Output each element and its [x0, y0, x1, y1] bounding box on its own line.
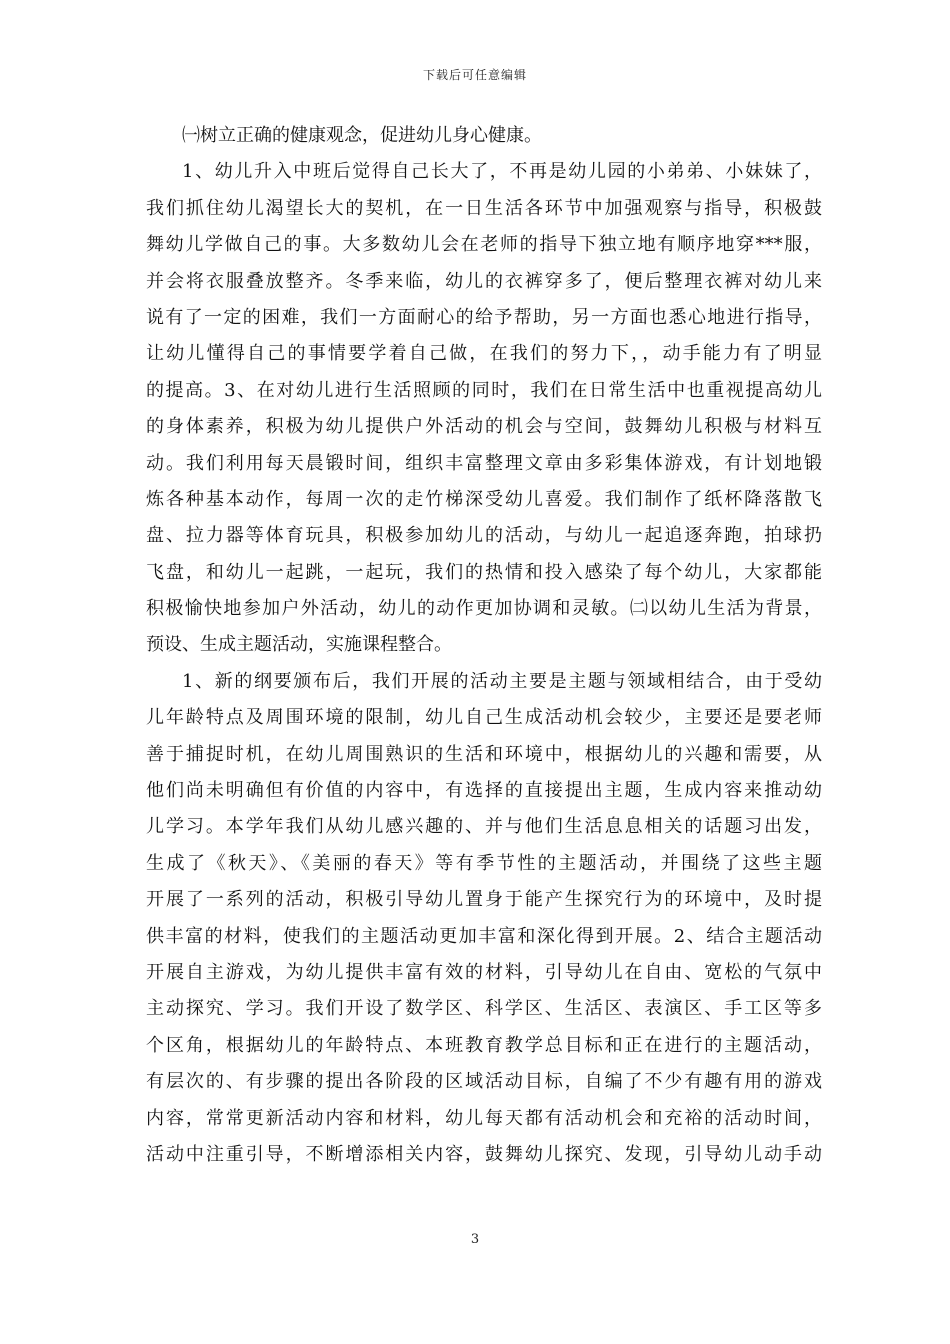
page-header: 下载后可任意编辑	[422, 68, 527, 82]
text-line: 飞盘，和幼儿一起跳，一起玩，我们的热情和投入感染了每个幼儿，大家都能	[146, 561, 822, 583]
text-line: 预设、生成主题活动，实施课程整合。	[146, 634, 452, 656]
text-line: 让幼儿懂得自己的事情要学着自己做，在我们的努力下，，动手能力有了明显	[146, 343, 822, 365]
text-line: 他们尚未明确但有价值的内容中，有选择的直接提出主题，生成内容来推动幼	[146, 780, 822, 802]
text-line: 活动中注重引导，不断增添相关内容，鼓舞幼儿探究、发现，引导幼儿动手动	[146, 1143, 822, 1165]
text-line: 个区角，根据幼儿的年龄特点、本班教育教学总目标和正在进行的主题活动，	[146, 1034, 822, 1056]
text-line: ㈠树立正确的健康观念，促进幼儿身心健康。	[182, 125, 542, 146]
text-line: 善于捕捉时机，在幼儿周围熟识的生活和环境中，根据幼儿的兴趣和需要，从	[146, 743, 822, 765]
text-line: 并会将衣服叠放整齐。冬季来临，幼儿的衣裤穿多了，便后整理衣裤对幼儿来	[146, 270, 822, 292]
text-line: 开展了一系列的活动，积极引导幼儿置身于能产生探究行为的环境中，及时提	[146, 889, 822, 911]
text-line: 开展自主游戏，为幼儿提供丰富有效的材料，引导幼儿在自由、宽松的气氛中	[146, 961, 822, 983]
text-line: 有层次的、有步骤的提出各阶段的区域活动目标，自编了不少有趣有用的游戏	[146, 1071, 822, 1093]
text-line: 儿学习。本学年我们从幼儿感兴趣的、并与他们生活息息相关的话题习出发，	[146, 816, 822, 838]
page-number: 3	[470, 1232, 480, 1247]
text-line: 生成了《秋天》、《美丽的春天》等有季节性的主题活动，并围绕了这些主题	[146, 852, 822, 874]
text-line: 说有了一定的困难，我们一方面耐心的给予帮助，另一方面也悉心地进行指导，	[146, 306, 822, 328]
text-line: 供丰富的材料，使我们的主题活动更加丰富和深化得到开展。2、结合主题活动	[146, 925, 822, 947]
text-line: 1、幼儿升入中班后觉得自己长大了，不再是幼儿园的小弟弟、小妹妹了，	[182, 161, 822, 183]
text-line: 主动探究、学习。我们开设了数学区、科学区、生活区、表演区、手工区等多	[146, 998, 822, 1020]
text-line: 内容，常常更新活动内容和材料，幼儿每天都有活动机会和充裕的活动时间，	[146, 1107, 822, 1129]
text-line: 的提高。3、在对幼儿进行生活照顾的同时，我们在日常生活中也重视提高幼儿	[146, 379, 822, 401]
text-line: 儿年龄特点及周围环境的限制，幼儿自己生成活动机会较少，主要还是要老师	[146, 707, 822, 729]
text-line: 动。我们利用每天晨锻时间，组织丰富整理文章由多彩集体游戏，有计划地锻	[146, 452, 822, 474]
text-line: 积极愉快地参加户外活动，幼儿的动作更加协调和灵敏。㈡以幼儿生活为背景，	[146, 598, 822, 620]
document-body	[146, 118, 822, 1173]
text-line: 舞幼儿学做自己的事。大多数幼儿会在老师的指导下独立地有顺序地穿***服，	[146, 234, 822, 256]
text-line: 盘、拉力器等体育玩具，积极参加幼儿的活动，与幼儿一起追逐奔跑，拍球扔	[146, 525, 822, 547]
text-line: 1、新的纲要颁布后，我们开展的活动主要是主题与领域相结合，由于受幼	[182, 670, 822, 692]
text-line: 的身体素养，积极为幼儿提供户外活动的机会与空间，鼓舞幼儿积极与材料互	[146, 416, 822, 438]
text-line: 炼各种基本动作，每周一次的走竹梯深受幼儿喜爱。我们制作了纸杯降落散飞	[146, 488, 822, 510]
text-line: 我们抓住幼儿渴望长大的契机，在一日生活各环节中加强观察与指导，积极鼓	[146, 197, 822, 219]
